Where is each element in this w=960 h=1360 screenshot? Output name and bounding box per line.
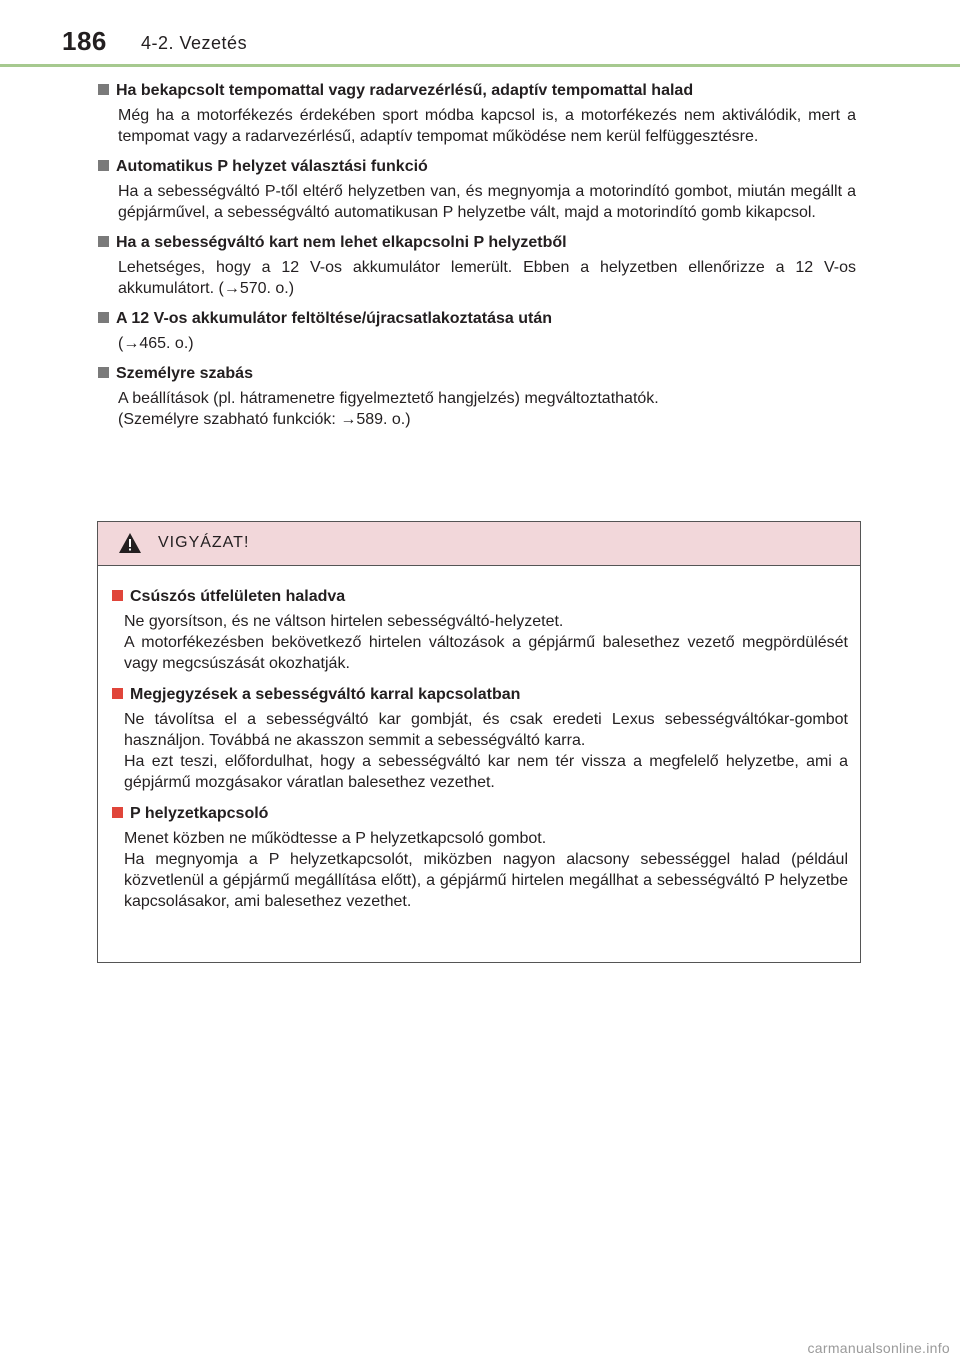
paragraph: Ha megnyomja a P helyzetkapcsolót, miközben nagyon alacsony sebességgel halad (például közvetlenül a gépjármű megállítása előtt), a gépjármű hirtelen megállhat a sebességváltó P helyzetbe kapcsolásakor, ami balesethez vezethet. <box>124 851 848 910</box>
main-content <box>98 80 856 439</box>
section-heading <box>98 156 856 178</box>
square-bullet-icon <box>112 807 123 818</box>
paragraph: (Személyre szabható funkciók: →589. o.) <box>118 411 411 428</box>
section-heading-text: Személyre szabás <box>116 365 253 382</box>
info-section <box>98 363 856 430</box>
paragraph: Ha a sebességváltó P-től eltérő helyzetben van, és megnyomja a motorindító gombot, miután megállt a gépjárművel, a sebességváltó automatikusan P helyzetbe vált, majd a motorindító gomb kikapcsol. <box>118 183 856 221</box>
section-heading-text: Megjegyzések a sebességváltó karral kapcsolatban <box>130 686 521 703</box>
section-heading-text: Csúszós útfelületen haladva <box>130 588 346 605</box>
info-section <box>98 232 856 299</box>
section-heading-text: Ha bekapcsolt tempomattal vagy radarvezérlésű, adaptív tempomattal halad <box>116 82 694 99</box>
square-bullet-icon <box>98 84 109 95</box>
section-heading-text: Automatikus P helyzet választási funkció <box>116 158 428 175</box>
section-heading <box>112 586 848 608</box>
section-heading <box>98 363 856 385</box>
warning-box <box>97 521 861 963</box>
warning-title: VIGYÁZAT! <box>158 534 250 551</box>
section-heading <box>98 232 856 254</box>
section-heading <box>98 308 856 330</box>
section-heading <box>112 803 848 825</box>
header-divider <box>0 64 960 67</box>
section-heading <box>112 684 848 706</box>
page-number: 186 <box>62 26 107 56</box>
warning-content <box>112 586 848 922</box>
square-bullet-icon <box>112 688 123 699</box>
info-section <box>98 80 856 147</box>
section-heading-text: Ha a sebességváltó kart nem lehet elkapcsolni P helyzetből <box>116 234 567 251</box>
section-heading-text: A 12 V-os akkumulátor feltöltése/újracsatlakoztatása után <box>116 310 553 327</box>
paragraph: Menet közben ne működtesse a P helyzetkapcsoló gombot. <box>124 830 547 847</box>
paragraph: Ne távolítsa el a sebességváltó kar gombját, és csak eredeti Lexus sebességváltókar-gombot használjon. Továbbá ne akasszon semmit a sebességváltó karra. <box>124 711 848 749</box>
section-body <box>118 105 856 147</box>
page-reference: (→465. o.) <box>118 335 194 352</box>
chapter-title: 4-2. Vezetés <box>141 33 248 53</box>
square-bullet-icon <box>112 590 123 601</box>
square-bullet-icon <box>98 236 109 247</box>
warning-section <box>112 803 848 912</box>
section-body <box>118 388 856 430</box>
paragraph: Ha ezt teszi, előfordulhat, hogy a sebességváltó kar nem tér vissza a megfelelő helyzetbe, ami a gépjármű mozgásakor váratlan balesethez vezethet. <box>124 753 848 791</box>
paragraph: A beállítások (pl. hátramenetre figyelmeztető hangjelzés) megváltoztathatók. <box>118 390 659 407</box>
section-body <box>124 828 848 912</box>
section-body <box>118 181 856 223</box>
paragraph: Még ha a motorfékezés érdekében sport módba kapcsol is, a motorfékezés nem aktiválódik, mert a tempomat vagy a radarvezérlésű, adaptív tempomat működése nem kerül felfüggesztésre. <box>118 107 856 145</box>
section-body <box>118 333 856 354</box>
square-bullet-icon <box>98 160 109 171</box>
info-section <box>98 156 856 223</box>
info-section <box>98 308 856 354</box>
warning-section <box>112 586 848 674</box>
paragraph: Ne gyorsítson, és ne váltson hirtelen sebességváltó-helyzetet. <box>124 613 564 630</box>
square-bullet-icon <box>98 312 109 323</box>
paragraph: Lehetséges, hogy a 12 V-os akkumulátor lemerült. Ebben a helyzetben ellenőrizze a 12 V-os akkumulátort. (→570. o.) <box>118 259 856 297</box>
paragraph: A motorfékezésben bekövetkező hirtelen változások a gépjármű balesethez vezető megpördülését vagy megcsúszását okozhatják. <box>124 634 848 672</box>
section-heading <box>98 80 856 102</box>
section-heading-text: P helyzetkapcsoló <box>130 805 269 822</box>
square-bullet-icon <box>98 367 109 378</box>
section-body <box>118 257 856 299</box>
section-body <box>124 709 848 793</box>
warning-section <box>112 684 848 793</box>
section-body <box>124 611 848 674</box>
site-watermark: carmanualsonline.info <box>807 1340 950 1356</box>
warning-header <box>98 522 860 566</box>
warning-triangle-icon <box>118 532 142 554</box>
page-header <box>0 0 960 66</box>
